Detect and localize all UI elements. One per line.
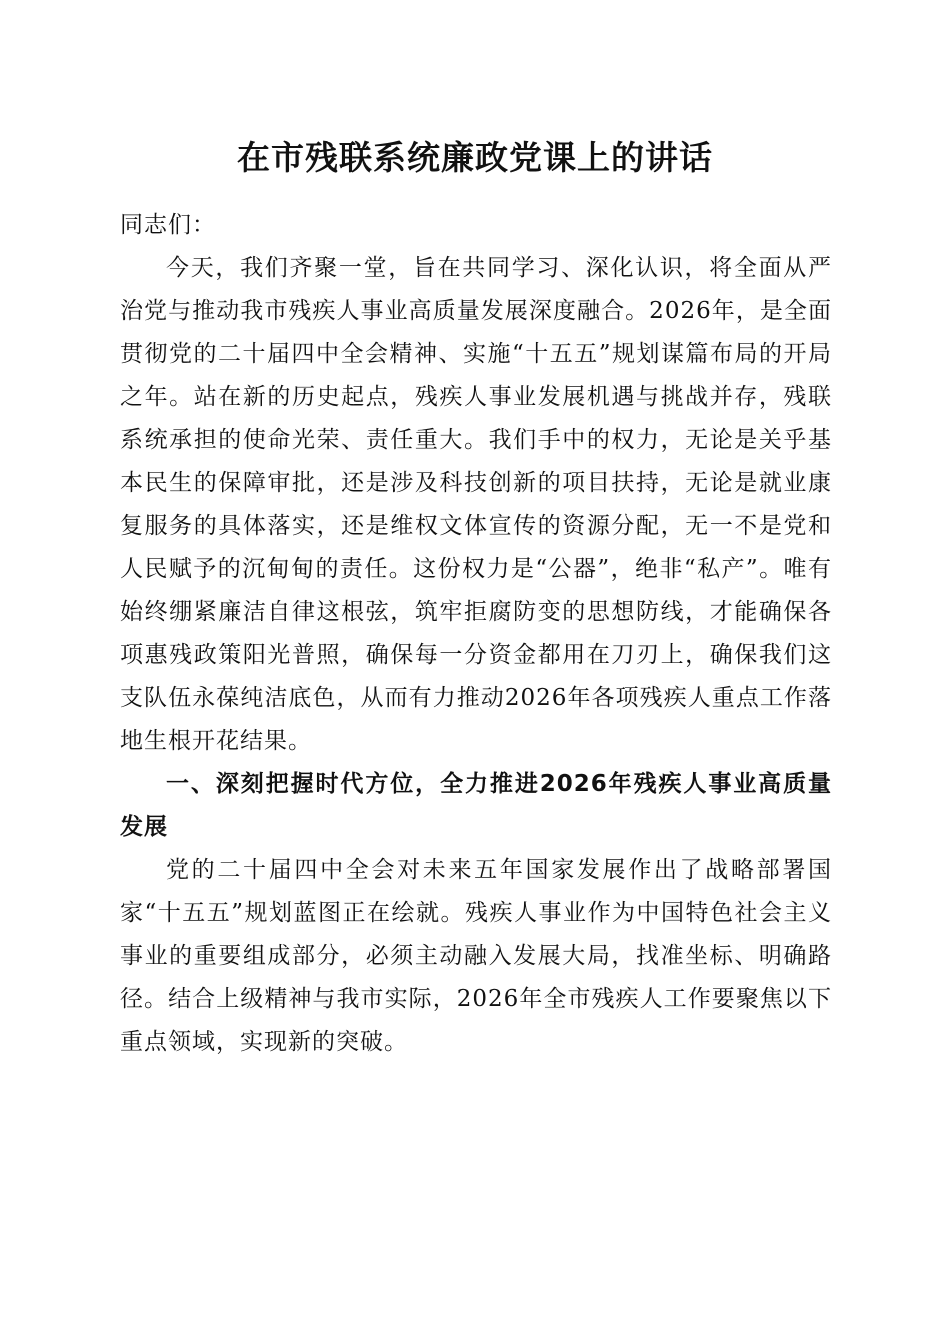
paragraph-intro: 今天，我们齐聚一堂，旨在共同学习、深化认识，将全面从严治党与推动我市残疾人事业高质量发展深度融合。2026年，是全面贯彻党的二十届四中全会精神、实施“十五五”规划谋篇布局的开局之年。站在新的历史起点，残疾人事业发展机遇与挑战并存，残联系统承担的使命光荣、责任重大。我们手中的权力，无论是关乎基本民生的保障审批，还是涉及科技创新的项目扶持，无论是就业康复服务的具体落实，还是维权文体宣传的资源分配，无一不是党和人民赋予的沉甸甸的责任。这份权力是“公器”，绝非“私产”。唯有始终绷紧廉洁自律这根弦，筑牢拒腐防变的思想防线，才能确保各项惠残政策阳光普照，确保每一分资金都用在刀刃上，确保我们这支队伍永葆纯洁底色，从而有力推动2026年各项残疾人重点工作落地生根开花结果。 xyxy=(120,255,832,754)
salutation: 同志们： xyxy=(120,212,216,238)
paragraph-section-1: 党的二十届四中全会对未来五年国家发展作出了战略部署国家“十五五”规划蓝图正在绘就。残疾人事业作为中国特色社会主义事业的重要组成部分，必须主动融入发展大局，找准坐标、明确路径。结合上级精神与我市实际，2026年全市残疾人工作要聚焦以下重点领域，实现新的突破。 xyxy=(120,857,832,1055)
section-heading-1: 一、深刻把握时代方位，全力推进2026年残疾人事业高质量发展 xyxy=(120,771,832,840)
document-title: 在市残联系统廉政党课上的讲话 xyxy=(237,138,713,177)
document-body xyxy=(120,204,832,1064)
